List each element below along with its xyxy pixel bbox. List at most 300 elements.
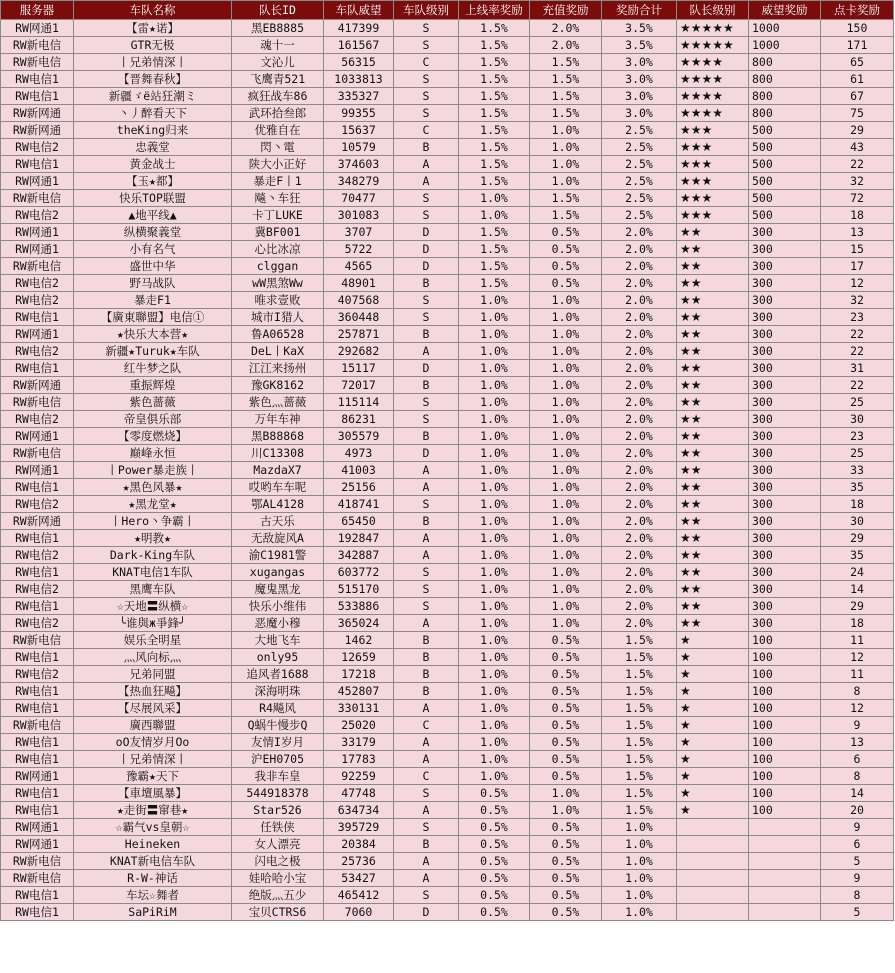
- cell-server: RW电信1: [1, 802, 74, 819]
- cell-point-card-reward: 29: [821, 598, 894, 615]
- cell-team-prestige: 395729: [324, 819, 394, 836]
- cell-point-card-reward: 9: [821, 819, 894, 836]
- table-row: [1, 20, 894, 37]
- cell-captain-id: 女人漂亮: [232, 836, 324, 853]
- cell-prestige-reward: 800: [749, 105, 821, 122]
- cell-team-prestige: 301083: [324, 207, 394, 224]
- cell-server: RW网通1: [1, 428, 74, 445]
- cell-online-reward: 1.5%: [459, 258, 530, 275]
- table-row: [1, 717, 894, 734]
- cell-captain-level: ★★★: [677, 122, 749, 139]
- cell-point-card-reward: 30: [821, 513, 894, 530]
- cell-captain-id: MazdaX7: [232, 462, 324, 479]
- table-row: [1, 88, 894, 105]
- cell-reward-total: 2.5%: [602, 190, 677, 207]
- cell-team-name: 【晋舞春秋】: [74, 71, 232, 88]
- cell-server: RW电信1: [1, 904, 74, 921]
- cell-captain-id: 飞鹰青521: [232, 71, 324, 88]
- cell-captain-id: 追风者1688: [232, 666, 324, 683]
- cell-team-level: S: [394, 581, 459, 598]
- cell-server: RW网通1: [1, 326, 74, 343]
- cell-point-card-reward: 25: [821, 445, 894, 462]
- table-row: [1, 870, 894, 887]
- cell-team-level: B: [394, 632, 459, 649]
- cell-server: RW网通1: [1, 819, 74, 836]
- cell-captain-level: ★★: [677, 615, 749, 632]
- cell-captain-id: 武环拾叁郎: [232, 105, 324, 122]
- cell-recharge-reward: 1.0%: [530, 377, 602, 394]
- cell-server: RW电信1: [1, 71, 74, 88]
- cell-captain-level: [677, 819, 749, 836]
- cell-captain-level: ★★: [677, 258, 749, 275]
- cell-prestige-reward: 500: [749, 139, 821, 156]
- cell-online-reward: 1.0%: [459, 683, 530, 700]
- table-row: [1, 479, 894, 496]
- cell-prestige-reward: 800: [749, 54, 821, 71]
- cell-captain-level: ★★: [677, 309, 749, 326]
- cell-captain-level: [677, 853, 749, 870]
- table-row: [1, 139, 894, 156]
- table-row: [1, 581, 894, 598]
- cell-reward-total: 3.0%: [602, 105, 677, 122]
- cell-prestige-reward: 300: [749, 530, 821, 547]
- cell-prestige-reward: 800: [749, 88, 821, 105]
- cell-server: RW新电信: [1, 632, 74, 649]
- table-row: [1, 275, 894, 292]
- table-row: [1, 496, 894, 513]
- cell-prestige-reward: 300: [749, 513, 821, 530]
- cell-recharge-reward: 1.0%: [530, 581, 602, 598]
- cell-point-card-reward: 29: [821, 122, 894, 139]
- cell-server: RW电信2: [1, 343, 74, 360]
- cell-team-level: A: [394, 853, 459, 870]
- cell-captain-id: 閃丶電: [232, 139, 324, 156]
- cell-server: RW网通1: [1, 836, 74, 853]
- cell-captain-level: ★★★★: [677, 105, 749, 122]
- cell-point-card-reward: 14: [821, 581, 894, 598]
- cell-captain-id: DeL丨KaX: [232, 343, 324, 360]
- cell-team-name: GTR无极: [74, 37, 232, 54]
- cell-server: RW电信1: [1, 564, 74, 581]
- cell-point-card-reward: 32: [821, 292, 894, 309]
- cell-captain-id: 深海明珠: [232, 683, 324, 700]
- cell-captain-id: 陕大小正好: [232, 156, 324, 173]
- cell-server: RW电信1: [1, 700, 74, 717]
- cell-team-level: B: [394, 326, 459, 343]
- cell-team-level: B: [394, 275, 459, 292]
- cell-point-card-reward: 32: [821, 173, 894, 190]
- cell-team-level: S: [394, 190, 459, 207]
- cell-server: RW网通1: [1, 20, 74, 37]
- cell-captain-id: 万年车神: [232, 411, 324, 428]
- cell-recharge-reward: 1.0%: [530, 513, 602, 530]
- cell-server: RW电信2: [1, 139, 74, 156]
- cell-server: RW电信1: [1, 360, 74, 377]
- table-row: [1, 309, 894, 326]
- cell-server: RW新网通: [1, 377, 74, 394]
- cell-captain-id: Q蜗牛慢步Q: [232, 717, 324, 734]
- cell-reward-total: 3.0%: [602, 54, 677, 71]
- cell-reward-total: 1.0%: [602, 904, 677, 921]
- cell-captain-level: ★★: [677, 292, 749, 309]
- cell-team-level: S: [394, 496, 459, 513]
- table-row: [1, 819, 894, 836]
- cell-recharge-reward: 1.5%: [530, 88, 602, 105]
- table-row: [1, 547, 894, 564]
- cell-captain-level: ★★★★: [677, 54, 749, 71]
- cell-team-name: 丨兄弟情深丨: [74, 751, 232, 768]
- cell-captain-id: 卡丁LUKE: [232, 207, 324, 224]
- cell-captain-id: 古天乐: [232, 513, 324, 530]
- cell-online-reward: 1.5%: [459, 54, 530, 71]
- cell-team-level: D: [394, 445, 459, 462]
- cell-reward-total: 1.5%: [602, 666, 677, 683]
- cell-prestige-reward: 100: [749, 717, 821, 734]
- cell-prestige-reward: 300: [749, 292, 821, 309]
- cell-team-prestige: 330131: [324, 700, 394, 717]
- table-row: [1, 224, 894, 241]
- table-row: [1, 853, 894, 870]
- cell-point-card-reward: 31: [821, 360, 894, 377]
- table-row: [1, 156, 894, 173]
- cell-reward-total: 2.0%: [602, 615, 677, 632]
- cell-team-prestige: 25156: [324, 479, 394, 496]
- cell-captain-level: ★★★★: [677, 71, 749, 88]
- cell-recharge-reward: 1.0%: [530, 530, 602, 547]
- cell-team-prestige: 1033813: [324, 71, 394, 88]
- cell-prestige-reward: 300: [749, 394, 821, 411]
- table-row: [1, 802, 894, 819]
- cell-recharge-reward: 1.0%: [530, 343, 602, 360]
- cell-captain-level: ★★: [677, 411, 749, 428]
- cell-team-name: 廣西聯盟: [74, 717, 232, 734]
- cell-point-card-reward: 150: [821, 20, 894, 37]
- cell-captain-id: Star526: [232, 802, 324, 819]
- cell-recharge-reward: 1.0%: [530, 156, 602, 173]
- cell-captain-id: 优雅自在: [232, 122, 324, 139]
- cell-recharge-reward: 0.5%: [530, 649, 602, 666]
- cell-point-card-reward: 30: [821, 411, 894, 428]
- cell-team-name: ★走街〓窜巷★: [74, 802, 232, 819]
- cell-team-name: 丨Hero丶争霸丨: [74, 513, 232, 530]
- cell-reward-total: 2.0%: [602, 479, 677, 496]
- cell-captain-level: ★: [677, 683, 749, 700]
- cell-captain-level: ★★★★★: [677, 20, 749, 37]
- cell-reward-total: 2.0%: [602, 292, 677, 309]
- cell-point-card-reward: 12: [821, 700, 894, 717]
- cell-online-reward: 1.0%: [459, 360, 530, 377]
- cell-recharge-reward: 0.5%: [530, 768, 602, 785]
- cell-online-reward: 1.0%: [459, 394, 530, 411]
- cell-team-level: B: [394, 683, 459, 700]
- header-captain-id: 队长ID: [232, 1, 324, 20]
- cell-point-card-reward: 11: [821, 666, 894, 683]
- cell-captain-id: 大地飞车: [232, 632, 324, 649]
- cell-server: RW电信1: [1, 734, 74, 751]
- cell-online-reward: 1.0%: [459, 530, 530, 547]
- cell-recharge-reward: 1.0%: [530, 292, 602, 309]
- cell-captain-level: ★★: [677, 581, 749, 598]
- cell-team-name: oO友情岁月Oo: [74, 734, 232, 751]
- cell-team-level: C: [394, 717, 459, 734]
- cell-captain-id: 绝版灬五少: [232, 887, 324, 904]
- cell-reward-total: 2.0%: [602, 411, 677, 428]
- cell-captain-level: ★★: [677, 343, 749, 360]
- cell-team-prestige: 257871: [324, 326, 394, 343]
- cell-captain-id: 鲁A06528: [232, 326, 324, 343]
- cell-recharge-reward: 0.5%: [530, 887, 602, 904]
- cell-recharge-reward: 1.0%: [530, 122, 602, 139]
- cell-captain-level: ★★: [677, 530, 749, 547]
- header-team-name: 车队名称: [74, 1, 232, 20]
- cell-captain-level: ★: [677, 751, 749, 768]
- cell-recharge-reward: 1.0%: [530, 496, 602, 513]
- cell-team-level: S: [394, 411, 459, 428]
- cell-team-prestige: 47748: [324, 785, 394, 802]
- cell-team-level: S: [394, 71, 459, 88]
- cell-team-prestige: 25736: [324, 853, 394, 870]
- cell-team-prestige: 7060: [324, 904, 394, 921]
- cell-team-prestige: 417399: [324, 20, 394, 37]
- cell-captain-level: ★★★: [677, 173, 749, 190]
- cell-team-level: D: [394, 258, 459, 275]
- cell-reward-total: 2.0%: [602, 462, 677, 479]
- cell-captain-id: xugangas: [232, 564, 324, 581]
- cell-point-card-reward: 72: [821, 190, 894, 207]
- cell-reward-total: 2.0%: [602, 275, 677, 292]
- cell-recharge-reward: 1.5%: [530, 207, 602, 224]
- cell-captain-level: [677, 836, 749, 853]
- cell-recharge-reward: 0.5%: [530, 717, 602, 734]
- cell-prestige-reward: 300: [749, 309, 821, 326]
- cell-team-name: Dark-King车队: [74, 547, 232, 564]
- cell-prestige-reward: 100: [749, 734, 821, 751]
- cell-team-name: 【尽展风采】: [74, 700, 232, 717]
- cell-online-reward: 1.0%: [459, 581, 530, 598]
- cell-reward-total: 3.5%: [602, 20, 677, 37]
- cell-recharge-reward: 1.5%: [530, 190, 602, 207]
- cell-server: RW电信2: [1, 411, 74, 428]
- cell-reward-total: 2.0%: [602, 513, 677, 530]
- table-row: [1, 445, 894, 462]
- cell-prestige-reward: [749, 819, 821, 836]
- table-row: [1, 836, 894, 853]
- cell-recharge-reward: 0.5%: [530, 683, 602, 700]
- table-row: [1, 258, 894, 275]
- cell-captain-level: ★: [677, 768, 749, 785]
- cell-team-prestige: 86231: [324, 411, 394, 428]
- cell-online-reward: 1.5%: [459, 173, 530, 190]
- cell-prestige-reward: 300: [749, 496, 821, 513]
- cell-reward-total: 1.5%: [602, 734, 677, 751]
- cell-reward-total: 2.0%: [602, 581, 677, 598]
- cell-team-name: 盛世中华: [74, 258, 232, 275]
- cell-online-reward: 0.5%: [459, 887, 530, 904]
- table-row: [1, 632, 894, 649]
- cell-prestige-reward: 100: [749, 768, 821, 785]
- cell-online-reward: 1.5%: [459, 139, 530, 156]
- cell-captain-id: 快乐小维伟: [232, 598, 324, 615]
- table-row: [1, 428, 894, 445]
- header-prestige-reward: 威望奖励: [749, 1, 821, 20]
- cell-reward-total: 1.0%: [602, 887, 677, 904]
- cell-prestige-reward: [749, 870, 821, 887]
- cell-server: RW电信1: [1, 751, 74, 768]
- cell-point-card-reward: 18: [821, 496, 894, 513]
- cell-point-card-reward: 22: [821, 326, 894, 343]
- cell-recharge-reward: 1.5%: [530, 71, 602, 88]
- cell-online-reward: 1.0%: [459, 207, 530, 224]
- cell-online-reward: 0.5%: [459, 819, 530, 836]
- cell-team-level: A: [394, 462, 459, 479]
- cell-online-reward: 1.0%: [459, 326, 530, 343]
- cell-captain-level: ★★★★: [677, 88, 749, 105]
- cell-online-reward: 1.5%: [459, 37, 530, 54]
- cell-point-card-reward: 14: [821, 785, 894, 802]
- cell-team-prestige: 465412: [324, 887, 394, 904]
- cell-prestige-reward: 500: [749, 156, 821, 173]
- cell-team-prestige: 56315: [324, 54, 394, 71]
- cell-team-name: ★明教★: [74, 530, 232, 547]
- cell-prestige-reward: 500: [749, 190, 821, 207]
- cell-team-level: S: [394, 105, 459, 122]
- cell-captain-id: 城市I猎人: [232, 309, 324, 326]
- cell-team-level: S: [394, 37, 459, 54]
- cell-online-reward: 1.0%: [459, 377, 530, 394]
- cell-captain-level: ★: [677, 802, 749, 819]
- cell-prestige-reward: 100: [749, 785, 821, 802]
- cell-team-prestige: 92259: [324, 768, 394, 785]
- table-row: [1, 904, 894, 921]
- cell-team-name: 野马战队: [74, 275, 232, 292]
- cell-captain-level: ★★: [677, 496, 749, 513]
- cell-team-level: A: [394, 751, 459, 768]
- cell-captain-level: ★★★: [677, 156, 749, 173]
- cell-recharge-reward: 1.0%: [530, 802, 602, 819]
- cell-captain-id: clggan: [232, 258, 324, 275]
- cell-point-card-reward: 8: [821, 887, 894, 904]
- cell-team-name: ★快乐大本营★: [74, 326, 232, 343]
- header-reward-total: 奖励合计: [602, 1, 677, 20]
- cell-prestige-reward: [749, 904, 821, 921]
- cell-team-prestige: 65450: [324, 513, 394, 530]
- cell-team-level: A: [394, 173, 459, 190]
- cell-recharge-reward: 0.5%: [530, 853, 602, 870]
- table-row: [1, 37, 894, 54]
- cell-team-level: B: [394, 649, 459, 666]
- cell-prestige-reward: 300: [749, 581, 821, 598]
- cell-server: RW新电信: [1, 853, 74, 870]
- cell-team-prestige: 72017: [324, 377, 394, 394]
- cell-captain-id: 黑B88868: [232, 428, 324, 445]
- cell-server: RW电信2: [1, 547, 74, 564]
- cell-recharge-reward: 0.5%: [530, 819, 602, 836]
- table-row: [1, 751, 894, 768]
- cell-reward-total: 2.0%: [602, 360, 677, 377]
- cell-team-level: D: [394, 360, 459, 377]
- cell-point-card-reward: 43: [821, 139, 894, 156]
- cell-team-prestige: 41003: [324, 462, 394, 479]
- cell-team-prestige: 12659: [324, 649, 394, 666]
- cell-reward-total: 2.0%: [602, 258, 677, 275]
- cell-online-reward: 1.0%: [459, 700, 530, 717]
- cell-reward-total: 2.0%: [602, 530, 677, 547]
- cell-server: RW电信1: [1, 530, 74, 547]
- cell-team-prestige: 4973: [324, 445, 394, 462]
- cell-point-card-reward: 67: [821, 88, 894, 105]
- cell-team-name: 新疆★Turuk★车队: [74, 343, 232, 360]
- cell-server: RW电信2: [1, 666, 74, 683]
- cell-prestige-reward: 100: [749, 683, 821, 700]
- cell-server: RW网通1: [1, 462, 74, 479]
- cell-team-prestige: 15637: [324, 122, 394, 139]
- cell-team-prestige: 15117: [324, 360, 394, 377]
- cell-team-level: B: [394, 428, 459, 445]
- cell-server: RW新电信: [1, 190, 74, 207]
- cell-online-reward: 1.5%: [459, 71, 530, 88]
- cell-online-reward: 1.5%: [459, 88, 530, 105]
- table-row: [1, 462, 894, 479]
- cell-reward-total: 2.0%: [602, 377, 677, 394]
- cell-reward-total: 2.0%: [602, 564, 677, 581]
- header-team-level: 车队级别: [394, 1, 459, 20]
- cell-point-card-reward: 22: [821, 156, 894, 173]
- cell-prestige-reward: [749, 853, 821, 870]
- cell-team-prestige: 634734: [324, 802, 394, 819]
- cell-online-reward: 1.0%: [459, 411, 530, 428]
- cell-recharge-reward: 0.5%: [530, 258, 602, 275]
- cell-team-level: S: [394, 309, 459, 326]
- cell-captain-level: ★: [677, 649, 749, 666]
- cell-team-prestige: 5722: [324, 241, 394, 258]
- cell-server: RW电信1: [1, 683, 74, 700]
- cell-team-level: D: [394, 904, 459, 921]
- cell-captain-id: R4飚风: [232, 700, 324, 717]
- cell-server: RW电信1: [1, 479, 74, 496]
- cell-online-reward: 1.5%: [459, 275, 530, 292]
- cell-server: RW电信2: [1, 496, 74, 513]
- cell-prestige-reward: 300: [749, 445, 821, 462]
- table-row: [1, 513, 894, 530]
- cell-captain-level: ★★: [677, 479, 749, 496]
- cell-recharge-reward: 0.5%: [530, 275, 602, 292]
- cell-team-prestige: 48901: [324, 275, 394, 292]
- cell-server: RW电信1: [1, 88, 74, 105]
- table-row: [1, 700, 894, 717]
- cell-team-name: 帝皇俱乐部: [74, 411, 232, 428]
- cell-captain-level: ★★: [677, 241, 749, 258]
- cell-prestige-reward: 1000: [749, 20, 821, 37]
- cell-point-card-reward: 23: [821, 428, 894, 445]
- cell-server: RW新电信: [1, 870, 74, 887]
- cell-captain-level: ★★★: [677, 207, 749, 224]
- cell-reward-total: 1.5%: [602, 632, 677, 649]
- cell-reward-total: 1.0%: [602, 853, 677, 870]
- cell-team-level: C: [394, 122, 459, 139]
- cell-captain-id: 魔鬼黑龙: [232, 581, 324, 598]
- cell-server: RW新网通: [1, 513, 74, 530]
- cell-online-reward: 1.5%: [459, 105, 530, 122]
- cell-reward-total: 2.0%: [602, 394, 677, 411]
- cell-server: RW电信1: [1, 649, 74, 666]
- cell-recharge-reward: 0.5%: [530, 734, 602, 751]
- cell-prestige-reward: 300: [749, 479, 821, 496]
- cell-reward-total: 1.5%: [602, 751, 677, 768]
- cell-team-name: 丨Power暴走族丨: [74, 462, 232, 479]
- cell-server: RW新电信: [1, 717, 74, 734]
- cell-captain-id: 黑EB8885: [232, 20, 324, 37]
- cell-prestige-reward: 300: [749, 224, 821, 241]
